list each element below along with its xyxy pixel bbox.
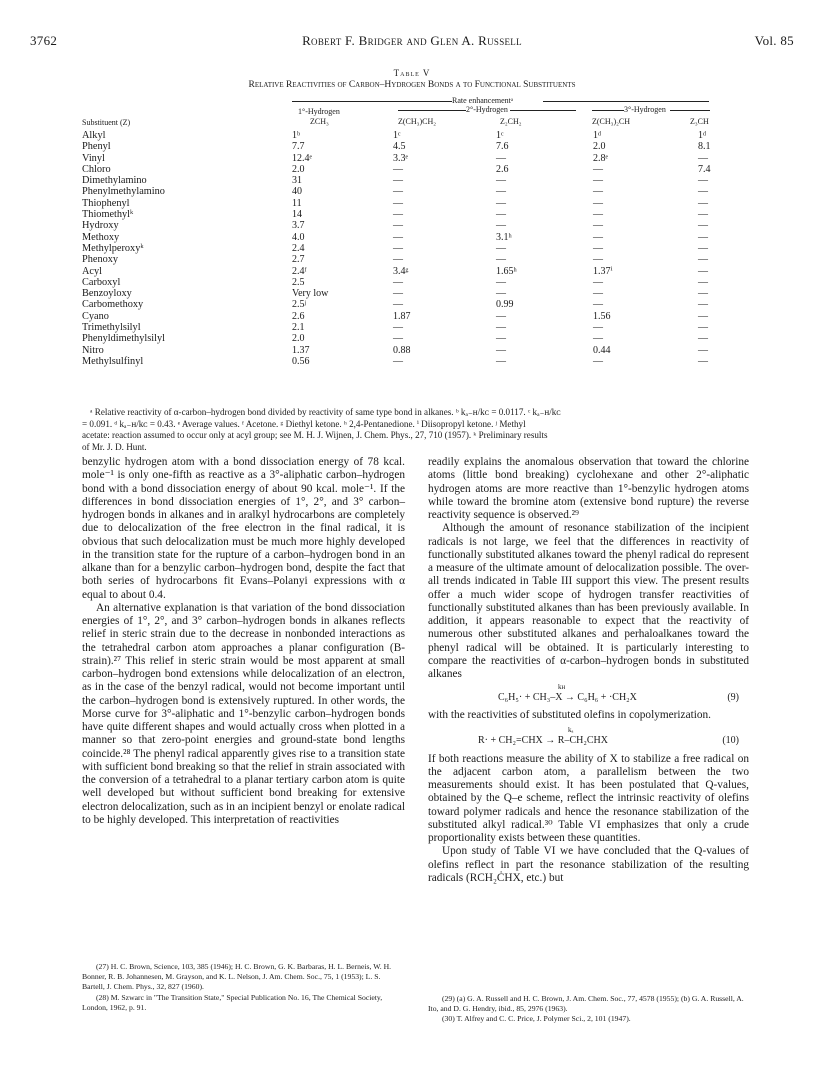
equation-9-number: (9) bbox=[727, 692, 739, 704]
zch3ch-cell: 1ᵈ bbox=[593, 130, 602, 141]
group-tertiary: 3°-Hydrogen bbox=[624, 105, 666, 114]
paragraph: with the reactivities of substituted olefins in copolymerization. bbox=[428, 709, 711, 722]
paragraph: If both reactions measure the ability of X to stabilize a free radical on the adjacent carbon atom, a parallelism between the two measurements should exist. It has been postulated that Q-values, obtained by the Q–e scheme, reflect the intrinsic reactivity of olefins toward polymer radicals and hence the resonance stabilization of the substituted alkyl radical.³⁰ Table VI emphasizes that only a crude proportionality exists between these quantities. bbox=[428, 752, 749, 844]
zch3-cell: 14 bbox=[292, 209, 302, 221]
table-footnote-line: = 0.091. ᵈ kₐ₋ʜ/kᴄ = 0.43. ᵉ Average values. ᶠ Acetone. ᵍ Diethyl ketone. ʰ 2,4-Pentanedione. ⁱ Diisopropyl ketone. ʲ Methyl bbox=[82, 418, 526, 429]
zch3ch-cell: 2.8ᵉ bbox=[593, 152, 609, 164]
zch3ch-cell: — bbox=[593, 254, 603, 266]
zch3-cell: 2.1 bbox=[292, 322, 305, 334]
zch2ch3-cell: 0.88 bbox=[393, 344, 411, 356]
zch3ch-cell: — bbox=[593, 220, 603, 232]
z2ch2-cell: — bbox=[496, 322, 506, 334]
col-z3ch: Z₃CH bbox=[690, 117, 709, 126]
zch2ch3-cell: — bbox=[393, 209, 403, 221]
z2ch2-cell: — bbox=[496, 209, 506, 221]
table-row bbox=[82, 311, 748, 322]
zch3ch-cell: — bbox=[593, 186, 603, 198]
zch3ch-cell: — bbox=[593, 333, 603, 345]
z3ch-cell: — bbox=[698, 322, 708, 334]
zch3ch-cell: — bbox=[593, 355, 603, 367]
substituent-cell: Trimethylsilyl bbox=[82, 322, 141, 334]
zch3-cell: 11 bbox=[292, 197, 302, 209]
z3ch-cell: — bbox=[698, 186, 708, 198]
zch3ch-cell: — bbox=[593, 322, 603, 334]
z2ch2-cell: — bbox=[496, 186, 506, 198]
footnote-27: (27) H. C. Brown, Science, 103, 385 (1946); H. C. Brown, G. K. Barbaras, H. L. Berneis, W. H. Bonner, R. B. Johannesen, M. Grayson, and K. L. Nelson, J. Am. Chem. Soc., 75, 1 (1953); L. S. Bartell, J. Chem. Phys., 32, 827 (1960). bbox=[82, 962, 392, 992]
footnote-28: (28) M. Szwarc in "The Transition State," Special Publication No. 16, The Chemical Society, London, 1962, p. 91. bbox=[82, 992, 383, 1012]
z2ch2-cell: — bbox=[496, 333, 506, 345]
substituent-cell: Phenyldimethylsilyl bbox=[82, 333, 165, 345]
zch3-cell: 2.0 bbox=[292, 333, 305, 345]
table-row bbox=[82, 186, 748, 197]
table-row bbox=[82, 209, 748, 220]
right-footnotes bbox=[428, 994, 749, 1025]
secondary-bracket-right bbox=[510, 110, 576, 111]
zch2ch3-cell: 3.4ᵍ bbox=[393, 265, 409, 277]
substituent-cell: Phenyl bbox=[82, 141, 111, 153]
zch3-cell: 2.5ʲ bbox=[292, 299, 307, 311]
tertiary-bracket-left bbox=[592, 110, 624, 111]
zch3-cell: 3.7 bbox=[292, 220, 305, 232]
equation-9-body: C₆H₅· + CH₃–X → C₆H₆ + ·CH₂X bbox=[498, 692, 637, 704]
substituent-cell: Thiophenyl bbox=[82, 197, 130, 209]
z3ch-cell: — bbox=[698, 231, 708, 243]
col-substituent: Substituent (Z) bbox=[82, 118, 131, 127]
zch3ch-cell: 1.37ⁱ bbox=[593, 265, 613, 277]
zch2ch3-cell: — bbox=[393, 333, 403, 345]
z2ch2-cell: — bbox=[496, 355, 506, 367]
substituent-cell: Phenylmethylamino bbox=[82, 186, 165, 198]
table-row bbox=[82, 130, 748, 141]
tertiary-bracket-right bbox=[670, 110, 710, 111]
table-row bbox=[82, 266, 748, 277]
substituent-cell: Chloro bbox=[82, 163, 111, 175]
zch3-cell: 2.4ᶠ bbox=[292, 265, 307, 277]
z2ch2-cell: — bbox=[496, 276, 506, 288]
equation-10-body: R· + CH₂=CHX → R–CH₂CHX bbox=[478, 734, 608, 746]
z2ch2-cell: — bbox=[496, 197, 506, 209]
z3ch-cell: — bbox=[698, 254, 708, 266]
col-zch3ch: Z(CH₃)₂CH bbox=[592, 117, 631, 126]
zch3-cell: 12.4ᵉ bbox=[292, 152, 313, 164]
z2ch2-cell: — bbox=[496, 220, 506, 232]
zch2ch3-cell: — bbox=[393, 254, 403, 266]
z2ch2-cell: 0.99 bbox=[496, 299, 514, 311]
substituent-cell: Cyano bbox=[82, 310, 109, 322]
equation-9-rate-constant: kʜ bbox=[558, 683, 566, 692]
zch3-cell: 2.4 bbox=[292, 242, 305, 254]
zch2ch3-cell: — bbox=[393, 220, 403, 232]
left-column bbox=[82, 456, 405, 827]
table-footnotes bbox=[82, 407, 762, 453]
substituent-cell: Dimethylamino bbox=[82, 175, 147, 187]
rate-bracket-right bbox=[543, 101, 709, 102]
paragraph: readily explains the anomalous observation that toward the chlorine atoms (little bond breaking) cyclohexane and other 2°-aliphatic hydrogen atoms are more reactive than 1°-benzylic hydrogen atoms while toward the bromine atom (extensive bond rupture) the reverse reactivity sequence is observed.²⁹ bbox=[428, 456, 749, 521]
z3ch-cell: — bbox=[698, 299, 708, 311]
zch3-cell: 2.6 bbox=[292, 310, 305, 322]
substituent-cell: Benzoyloxy bbox=[82, 288, 132, 300]
zch3-cell: 2.0 bbox=[292, 163, 305, 175]
z3ch-cell: — bbox=[698, 310, 708, 322]
paragraph: An alternative explanation is that variation of the bond dissociation energies of 1°, 2°, and 3° carbon–hydrogen bonds in alkanes reflects relief in steric strain due to the decrease in nonbonded interactions as the tetrahedral carbon atom approaches a planar configuration (B-strain).²⁷ This relief in steric strain would be most apparent at small carbon–hydrogen bond extensions while delocalization of an electron, as in the case of the benzyl radical, would not become important until the carbon–hydrogen bond is extensively ruptured. In other words, the Morse curve for 3°-aliphatic and 1°-benzylic carbon–hydrogen bonds have quite different shapes and would actually cross when plotted in a manner so that zero-point energies and ground-state bond lengths coincide.²⁸ The phenyl radical apparently gives rise to a transition state with sufficient bond breaking so that the relief in strain associated with the conversion of a tetrahedral to a planar tertiary carbon atom is quite well developed but without sufficient bond breaking for extensive electron delocalization, such as in an incipient benzyl or enolate radical to be highly developed. This interpretation of reactivities bbox=[82, 601, 405, 826]
table-row bbox=[82, 153, 748, 164]
substituent-cell: Alkyl bbox=[82, 130, 106, 141]
z2ch2-cell: — bbox=[496, 152, 506, 164]
substituent-cell: Carboxyl bbox=[82, 276, 121, 288]
running-head-authors: Robert F. Bridger and Glen A. Russell bbox=[302, 33, 522, 48]
zch2ch3-cell: — bbox=[393, 186, 403, 198]
z3ch-cell: — bbox=[698, 265, 708, 277]
z2ch2-cell: 3.1ʰ bbox=[496, 231, 512, 243]
group-secondary: 2°-Hydrogen bbox=[466, 105, 508, 114]
zch3ch-cell: — bbox=[593, 175, 603, 187]
zch2ch3-cell: — bbox=[393, 299, 403, 311]
z3ch-cell: — bbox=[698, 197, 708, 209]
table-row bbox=[82, 322, 748, 333]
substituent-cell: Acyl bbox=[82, 265, 103, 277]
footnote-29: (29) (a) G. A. Russell and H. C. Brown, J. Am. Chem. Soc., 77, 4578 (1955); (b) G. A. Russell, A. Ito, and D. G. Hendry, ibid., 85, 2976 (1963). bbox=[428, 994, 744, 1014]
zch2ch3-cell: — bbox=[393, 355, 403, 367]
secondary-bracket-left bbox=[398, 110, 466, 111]
zch3-cell: 31 bbox=[292, 175, 302, 187]
table-row bbox=[82, 175, 748, 186]
table-title: Relative Reactivities of Carbon–Hydrogen Bonds α to Functional Substituents bbox=[248, 80, 576, 90]
zch3ch-cell: — bbox=[593, 288, 603, 300]
substituent-cell: Vinyl bbox=[82, 152, 105, 164]
zch3ch-cell: — bbox=[593, 163, 603, 175]
zch3ch-cell: — bbox=[593, 231, 603, 243]
z3ch-cell: — bbox=[698, 276, 708, 288]
reactivity-table bbox=[82, 130, 748, 367]
col-zch2ch3: Z(CH₃)CH₂ bbox=[398, 117, 437, 126]
substituent-cell: Nitro bbox=[82, 344, 104, 356]
zch2ch3-cell: 1.87 bbox=[393, 310, 411, 322]
z2ch2-cell: 1.65ʰ bbox=[496, 265, 517, 277]
table-footnote-line: of Mr. J. D. Hunt. bbox=[82, 441, 147, 452]
table-row bbox=[82, 333, 748, 344]
zch3-cell: 1.37 bbox=[292, 344, 310, 356]
zch2ch3-cell: — bbox=[393, 231, 403, 243]
table-row bbox=[82, 164, 748, 175]
zch2ch3-cell: — bbox=[393, 242, 403, 254]
zch3-cell: 4.0 bbox=[292, 231, 305, 243]
substituent-cell: Methoxy bbox=[82, 231, 120, 243]
col-z2ch2: Z₂CH₂ bbox=[500, 117, 522, 126]
substituent-cell: Carbomethoxy bbox=[82, 299, 144, 311]
z2ch2-cell: — bbox=[496, 242, 506, 254]
zch2ch3-cell: 3.3ᵉ bbox=[393, 152, 409, 164]
z3ch-cell: 7.4 bbox=[698, 163, 711, 175]
table-label: Table V bbox=[393, 68, 431, 78]
table-row bbox=[82, 288, 748, 299]
zch3ch-cell: — bbox=[593, 197, 603, 209]
zch3ch-cell: — bbox=[593, 276, 603, 288]
z2ch2-cell: — bbox=[496, 175, 506, 187]
rate-bracket-left bbox=[292, 101, 452, 102]
paragraph: Upon study of Table VI we have concluded that the Q-values of olefins reflect in part the resonance stabilization of the resulting radicals (RCH₂ĊHX, etc.) but bbox=[428, 845, 749, 884]
z3ch-cell: — bbox=[698, 242, 708, 254]
zch2ch3-cell: 4.5 bbox=[393, 141, 406, 153]
zch2ch3-cell: — bbox=[393, 276, 403, 288]
zch2ch3-cell: — bbox=[393, 197, 403, 209]
z3ch-cell: — bbox=[698, 333, 708, 345]
substituent-cell: Hydroxy bbox=[82, 220, 119, 232]
z3ch-cell: — bbox=[698, 152, 708, 164]
z2ch2-cell: — bbox=[496, 310, 506, 322]
zch2ch3-cell: — bbox=[393, 288, 403, 300]
paragraph: benzylic hydrogen atom with a bond dissociation energy of 78 kcal. mole⁻¹ is only one-fifth as reactive as a 3°-aliphatic carbon–hydrogen bond with a bond dissociation energy of about 90 kcal. mole⁻¹. If the differences in bond dissociation energies of 1°, 2°, and 3° carbon–hydrogen bonds in alkanes and in aralkyl hydrocarbons are completely due to delocalization of the free electron in the final radical, it is obvious that such delocalization must be much more highly developed in the transition state for the rupture of a carbon–hydrogen bond in an alkane than for a benzylic carbon–hydrogen bond, despite the fact that both series of hydrocarbons fit Evans–Polanyi expressions with α equal to about 0.4. bbox=[82, 456, 405, 601]
zch2ch3-cell: — bbox=[393, 175, 403, 187]
paragraph: Although the amount of resonance stabilization of the incipient radicals is not large, we feel that the differences in reactivity of functionally substituted alkanes toward the phenyl radical do represent a measure of the ultimate amount of delocalization possible. The over-all trends indicated in Table III support this view. The present results offer a much wider scope of hydrogen transfer reactivities of functionally substituted alkanes than has been previously available. In addition, it appears reasonable to expect that the reactivity of numerous other substituted alkanes and perhaloalkanes toward the phenyl radical will be obtained. It is particularly interesting to compare the reactivities of α-carbon–hydrogen bonds in substituted alkanes bbox=[428, 522, 749, 680]
table-footnote-line: acetate: reaction assumed to occur only at acyl group; see M. H. J. Wijnen, J. Chem. Phys., 27, 710 (1957). ᵏ Preliminary results bbox=[82, 430, 548, 441]
table-row bbox=[82, 220, 748, 231]
zch3ch-cell: — bbox=[593, 299, 603, 311]
zch3-cell: 40 bbox=[292, 186, 302, 198]
right-column bbox=[428, 456, 749, 885]
zch3-cell: 2.7 bbox=[292, 254, 305, 266]
equation-10 bbox=[428, 723, 749, 753]
table-row bbox=[82, 141, 748, 152]
table-row bbox=[82, 243, 748, 254]
left-footnotes bbox=[82, 962, 405, 1013]
zch2ch3-cell: 1ᶜ bbox=[393, 130, 401, 141]
z2ch2-cell: 1ᶜ bbox=[496, 130, 504, 141]
table-row bbox=[82, 356, 748, 367]
z3ch-cell: — bbox=[698, 175, 708, 187]
z3ch-cell: — bbox=[698, 344, 708, 356]
z2ch2-cell: — bbox=[496, 288, 506, 300]
z3ch-cell: — bbox=[698, 209, 708, 221]
zch2ch3-cell: — bbox=[393, 163, 403, 175]
zch2ch3-cell: — bbox=[393, 322, 403, 334]
footnote-30: (30) T. Alfrey and C. C. Price, J. Polymer Sci., 2, 101 (1947). bbox=[442, 1014, 631, 1024]
substituent-cell: Thiomethylᵏ bbox=[82, 209, 134, 221]
z3ch-cell: 8.1 bbox=[698, 141, 711, 153]
group-primary: 1°-Hydrogen bbox=[298, 107, 340, 116]
z3ch-cell: — bbox=[698, 355, 708, 367]
substituent-cell: Methylperoxyᵏ bbox=[82, 242, 144, 254]
equation-10-number: (10) bbox=[722, 734, 739, 746]
table-row bbox=[82, 299, 748, 310]
substituent-cell: Phenoxy bbox=[82, 254, 119, 266]
z2ch2-cell: — bbox=[496, 344, 506, 356]
table-row bbox=[82, 198, 748, 209]
z3ch-cell: — bbox=[698, 288, 708, 300]
table-row bbox=[82, 254, 748, 265]
zch3-cell: Very low bbox=[292, 288, 329, 300]
table-row bbox=[82, 277, 748, 288]
zch3ch-cell: 0.44 bbox=[593, 344, 611, 356]
zch3ch-cell: — bbox=[593, 242, 603, 254]
z3ch-cell: — bbox=[698, 220, 708, 232]
zch3-cell: 1ᵇ bbox=[292, 130, 301, 141]
zch3ch-cell: 1.56 bbox=[593, 310, 611, 322]
zch3ch-cell: 2.0 bbox=[593, 141, 606, 153]
table-row bbox=[82, 232, 748, 243]
zch3-cell: 7.7 bbox=[292, 141, 305, 153]
table-footnote-line: ᵃ Relative reactivity of α-carbon–hydrogen bond divided by reactivity of same type bond in alkanes. ᵇ kₐ₋ʜ/kᴄ = 0.0117. ᶜ kₐ₋ʜ/kᴄ bbox=[90, 407, 561, 417]
substituent-cell: Methylsulfinyl bbox=[82, 355, 144, 367]
table-row bbox=[82, 345, 748, 356]
rate-header: Rate enhancementᵃ bbox=[452, 96, 514, 105]
zch3-cell: 0.56 bbox=[292, 355, 310, 367]
volume-label: Vol. 85 bbox=[754, 33, 794, 48]
z3ch-cell: 1ᵈ bbox=[698, 130, 707, 141]
z2ch2-cell: 2.6 bbox=[496, 163, 509, 175]
col-zch3: ZCH₃ bbox=[310, 117, 329, 126]
zch3ch-cell: — bbox=[593, 209, 603, 221]
page-number: 3762 bbox=[30, 33, 58, 48]
equation-9 bbox=[428, 681, 749, 709]
z2ch2-cell: — bbox=[496, 254, 506, 266]
equation-10-rate-constant: kₐ bbox=[568, 725, 574, 734]
zch3-cell: 2.5 bbox=[292, 276, 305, 288]
z2ch2-cell: 7.6 bbox=[496, 141, 509, 153]
